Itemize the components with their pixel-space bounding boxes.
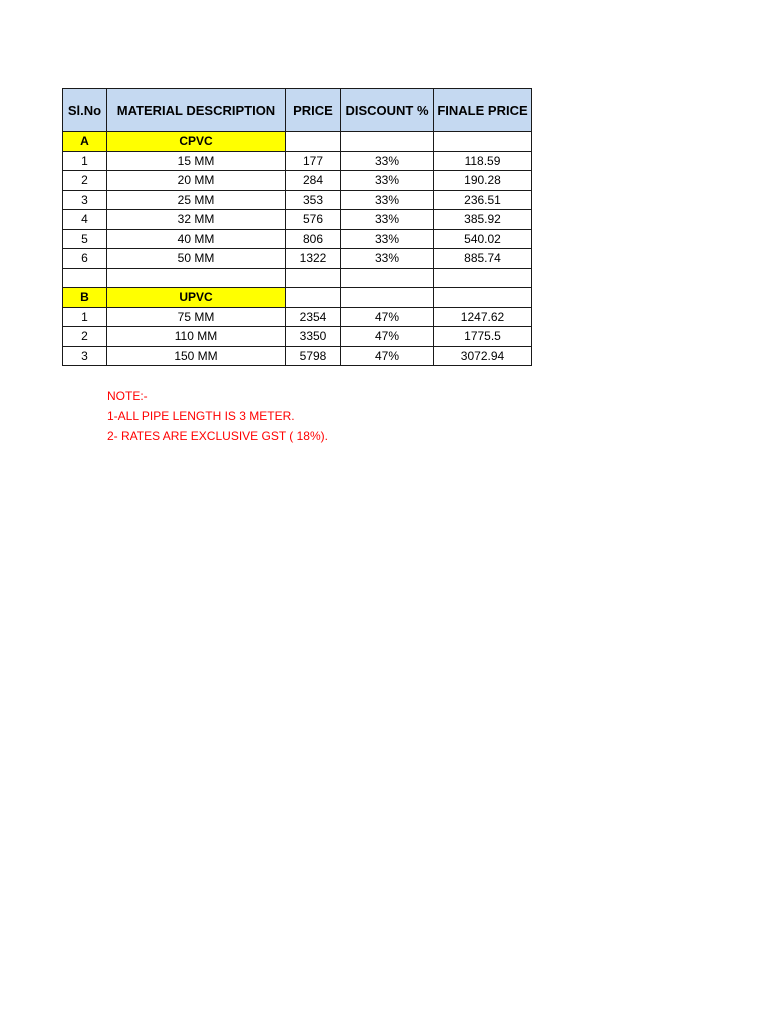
header-slno: Sl.No bbox=[63, 89, 107, 132]
section-code-cell: A bbox=[63, 132, 107, 152]
empty-cell bbox=[63, 268, 107, 288]
empty-cell bbox=[434, 268, 532, 288]
description-cell: 150 MM bbox=[107, 346, 286, 366]
price-cell: 576 bbox=[286, 210, 341, 230]
price-cell: 284 bbox=[286, 171, 341, 191]
final-price-cell: 3072.94 bbox=[434, 346, 532, 366]
empty-cell bbox=[286, 132, 341, 152]
table-row bbox=[63, 171, 532, 191]
section-name-cell: UPVC bbox=[107, 288, 286, 308]
final-price-cell: 190.28 bbox=[434, 171, 532, 191]
empty-row bbox=[63, 268, 532, 288]
section-code-cell: B bbox=[63, 288, 107, 308]
slno-cell: 3 bbox=[63, 190, 107, 210]
empty-cell bbox=[286, 268, 341, 288]
table-row bbox=[63, 229, 532, 249]
final-price-cell: 1247.62 bbox=[434, 307, 532, 327]
slno-cell: 4 bbox=[63, 210, 107, 230]
final-price-cell: 385.92 bbox=[434, 210, 532, 230]
final-price-cell: 540.02 bbox=[434, 229, 532, 249]
description-cell: 15 MM bbox=[107, 151, 286, 171]
note-line: 1-ALL PIPE LENGTH IS 3 METER. bbox=[107, 409, 295, 423]
description-cell: 50 MM bbox=[107, 249, 286, 269]
header-price: PRICE bbox=[286, 89, 341, 132]
description-cell: 20 MM bbox=[107, 171, 286, 191]
discount-cell: 33% bbox=[341, 229, 434, 249]
discount-cell: 47% bbox=[341, 346, 434, 366]
price-cell: 3350 bbox=[286, 327, 341, 347]
slno-cell: 1 bbox=[63, 151, 107, 171]
note-line: 2- RATES ARE EXCLUSIVE GST ( 18%). bbox=[107, 429, 328, 443]
header-material-description: MATERIAL DESCRIPTION bbox=[107, 89, 286, 132]
section-name-cell: CPVC bbox=[107, 132, 286, 152]
discount-cell: 33% bbox=[341, 210, 434, 230]
description-cell: 110 MM bbox=[107, 327, 286, 347]
empty-cell bbox=[434, 288, 532, 308]
price-cell: 353 bbox=[286, 190, 341, 210]
header-row bbox=[63, 89, 532, 132]
empty-cell bbox=[286, 288, 341, 308]
empty-cell bbox=[434, 132, 532, 152]
description-cell: 40 MM bbox=[107, 229, 286, 249]
table-row bbox=[63, 327, 532, 347]
section-row-upvc bbox=[63, 288, 532, 308]
empty-cell bbox=[341, 132, 434, 152]
slno-cell: 3 bbox=[63, 346, 107, 366]
price-cell: 2354 bbox=[286, 307, 341, 327]
empty-cell bbox=[341, 288, 434, 308]
table-row bbox=[63, 210, 532, 230]
header-discount: DISCOUNT % bbox=[341, 89, 434, 132]
notes-block bbox=[107, 386, 328, 446]
description-cell: 32 MM bbox=[107, 210, 286, 230]
discount-cell: 33% bbox=[341, 249, 434, 269]
empty-cell bbox=[107, 268, 286, 288]
price-table bbox=[62, 88, 532, 366]
table-row bbox=[63, 151, 532, 171]
price-cell: 1322 bbox=[286, 249, 341, 269]
final-price-cell: 885.74 bbox=[434, 249, 532, 269]
discount-cell: 47% bbox=[341, 327, 434, 347]
table-row bbox=[63, 307, 532, 327]
slno-cell: 6 bbox=[63, 249, 107, 269]
slno-cell: 5 bbox=[63, 229, 107, 249]
header-final-price: FINALE PRICE bbox=[434, 89, 532, 132]
discount-cell: 47% bbox=[341, 307, 434, 327]
final-price-cell: 1775.5 bbox=[434, 327, 532, 347]
table-row bbox=[63, 190, 532, 210]
price-cell: 177 bbox=[286, 151, 341, 171]
empty-cell bbox=[341, 268, 434, 288]
table-row bbox=[63, 249, 532, 269]
slno-cell: 2 bbox=[63, 327, 107, 347]
slno-cell: 1 bbox=[63, 307, 107, 327]
discount-cell: 33% bbox=[341, 151, 434, 171]
description-cell: 75 MM bbox=[107, 307, 286, 327]
spreadsheet-area bbox=[62, 88, 532, 366]
note-title: NOTE:- bbox=[107, 389, 148, 403]
section-row-cpvc bbox=[63, 132, 532, 152]
price-cell: 5798 bbox=[286, 346, 341, 366]
final-price-cell: 118.59 bbox=[434, 151, 532, 171]
discount-cell: 33% bbox=[341, 171, 434, 191]
price-cell: 806 bbox=[286, 229, 341, 249]
description-cell: 25 MM bbox=[107, 190, 286, 210]
final-price-cell: 236.51 bbox=[434, 190, 532, 210]
table-row bbox=[63, 346, 532, 366]
discount-cell: 33% bbox=[341, 190, 434, 210]
slno-cell: 2 bbox=[63, 171, 107, 191]
